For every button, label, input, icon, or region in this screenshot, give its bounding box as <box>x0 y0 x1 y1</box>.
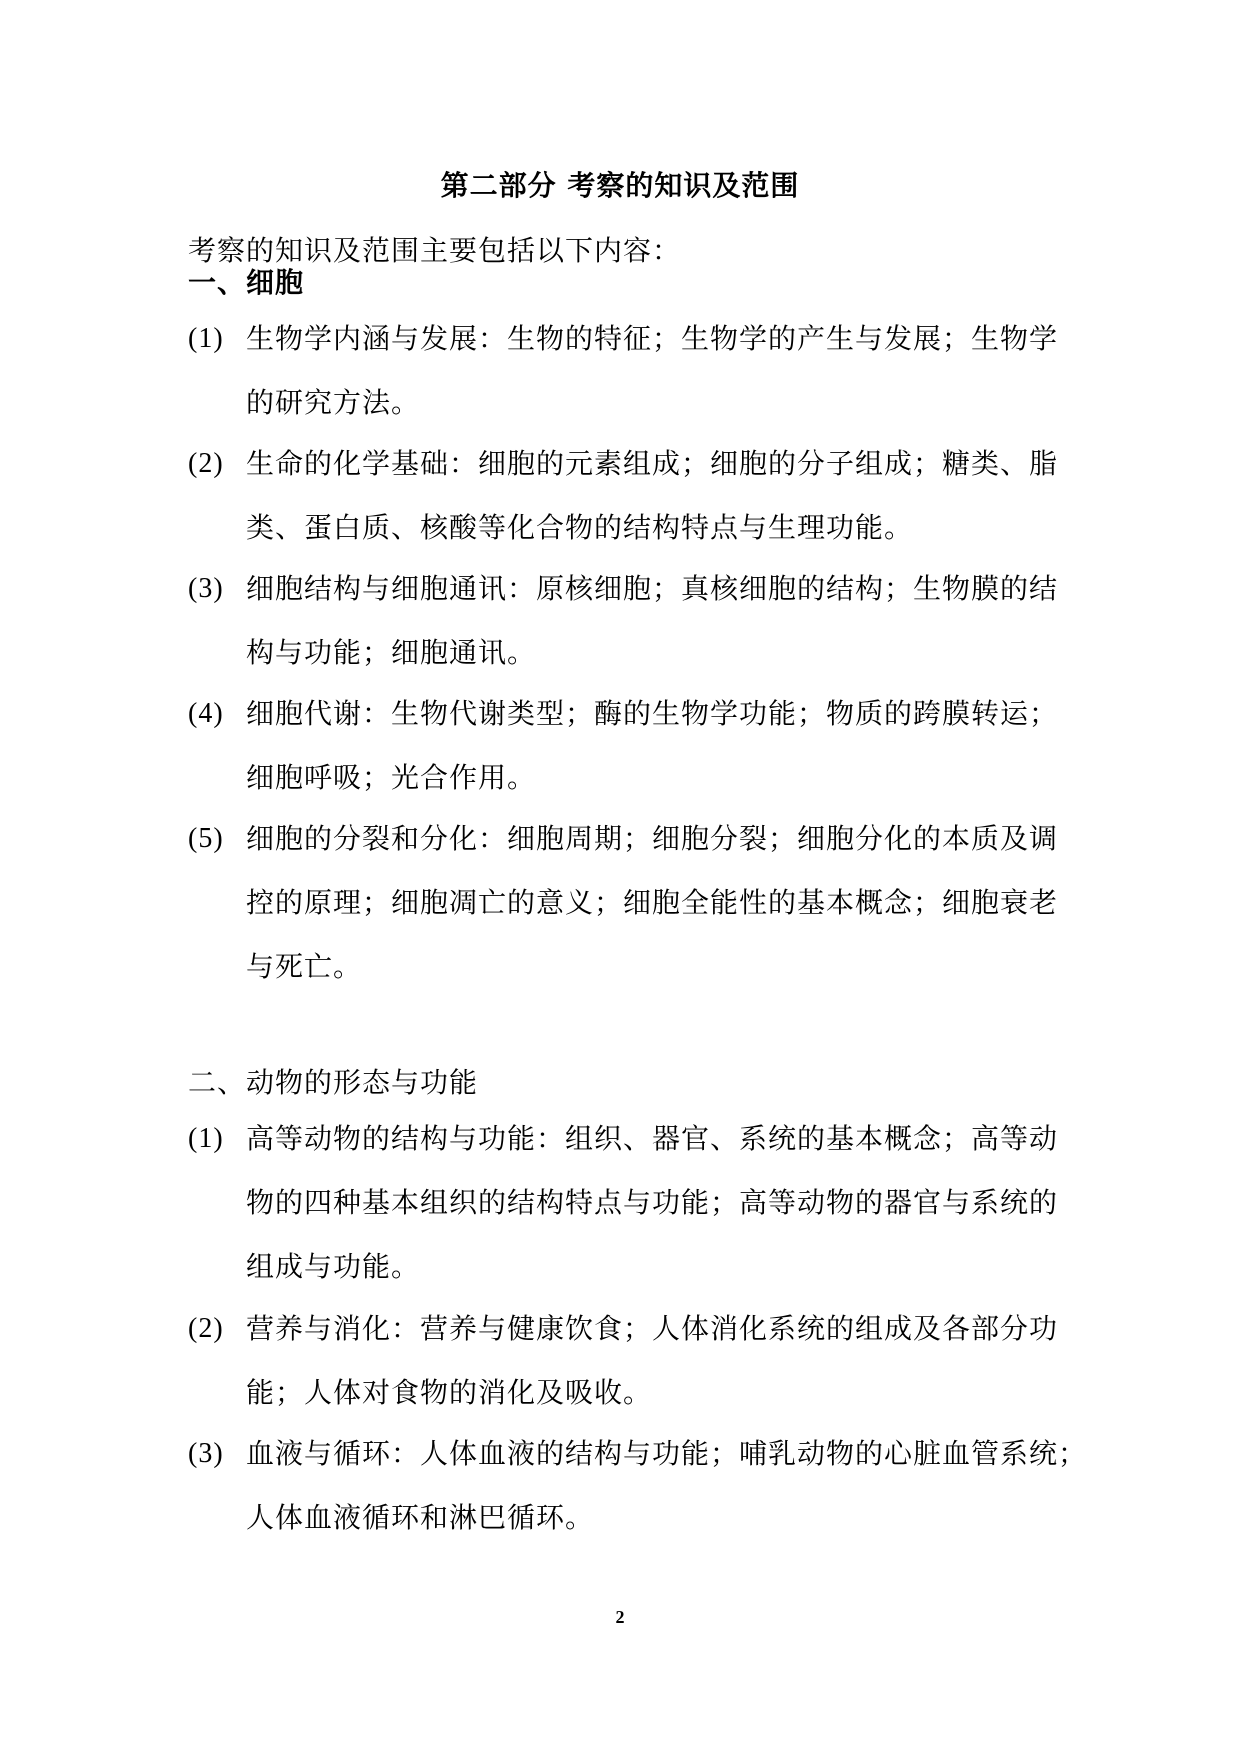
item-line: 与死亡。 <box>246 950 363 983</box>
page-title: 第二部分 考察的知识及范围 <box>440 169 800 202</box>
list-item <box>188 682 1058 810</box>
item-line: 细胞的分裂和分化：细胞周期；细胞分裂；细胞分化的本质及调 <box>246 822 1059 855</box>
item-line: 高等动物的结构与功能：组织、器官、系统的基本概念；高等动 <box>246 1122 1059 1155</box>
list-item <box>188 1107 1058 1299</box>
item-line: 人体血液循环和淋巴循环。 <box>246 1501 595 1534</box>
item-line: 组成与功能。 <box>246 1250 421 1283</box>
intro-paragraph: 考察的知识及范围主要包括以下内容： <box>188 234 682 267</box>
item-number: (3) <box>188 1438 224 1469</box>
item-line: 营养与消化：营养与健康饮食；人体消化系统的组成及各部分功 <box>246 1312 1059 1345</box>
item-line: 细胞呼吸；光合作用。 <box>246 761 537 794</box>
item-number: (1) <box>188 323 224 354</box>
list-item <box>188 307 1058 435</box>
section-heading-animal: 二、动物的形态与功能 <box>188 1066 479 1099</box>
list-item <box>188 557 1058 685</box>
item-line: 物的四种基本组织的结构特点与功能；高等动物的器官与系统的 <box>246 1186 1059 1219</box>
item-line: 能；人体对食物的消化及吸收。 <box>246 1376 653 1409</box>
item-number: (5) <box>188 823 224 854</box>
list-item <box>188 432 1058 560</box>
item-line: 构与功能；细胞通讯。 <box>246 636 537 669</box>
page-number: 2 <box>615 1607 625 1627</box>
item-number: (1) <box>188 1123 224 1154</box>
item-number: (2) <box>188 448 224 479</box>
section-heading-cell: 一、细胞 <box>188 266 305 299</box>
item-number: (2) <box>188 1313 224 1344</box>
item-number: (3) <box>188 573 224 604</box>
item-line: 生命的化学基础：细胞的元素组成；细胞的分子组成；糖类、脂 <box>246 447 1059 480</box>
item-line: 生物学内涵与发展：生物的特征；生物学的产生与发展；生物学 <box>246 322 1059 355</box>
list-item <box>188 807 1058 999</box>
item-line: 的研究方法。 <box>246 386 421 419</box>
list-item <box>188 1297 1058 1425</box>
item-number: (4) <box>188 698 224 729</box>
item-line: 血液与循环：人体血液的结构与功能；哺乳动物的心脏血管系统； <box>246 1437 1088 1470</box>
item-line: 控的原理；细胞凋亡的意义；细胞全能性的基本概念；细胞衰老 <box>246 886 1059 919</box>
item-line: 细胞代谢：生物代谢类型；酶的生物学功能；物质的跨膜转运； <box>246 697 1059 730</box>
list-item <box>188 1422 1088 1550</box>
item-line: 细胞结构与细胞通讯：原核细胞；真核细胞的结构；生物膜的结 <box>246 572 1059 605</box>
item-line: 类、蛋白质、核酸等化合物的结构特点与生理功能。 <box>246 511 914 544</box>
